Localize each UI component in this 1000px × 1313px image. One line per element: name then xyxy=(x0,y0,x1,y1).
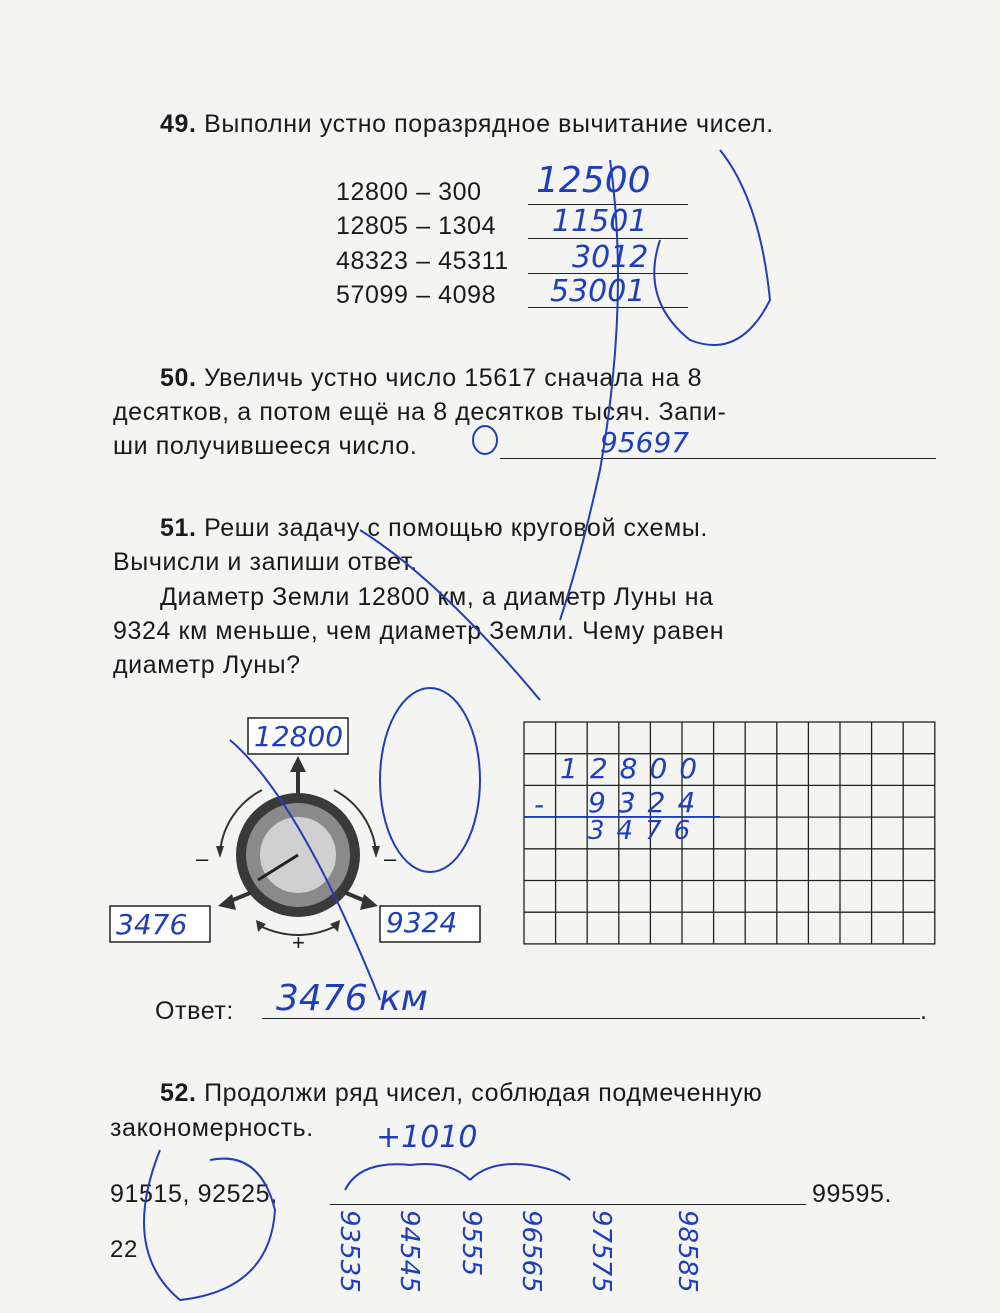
task-text: Реши задачу с помощью круговой схемы. xyxy=(204,514,708,542)
task-number: 50. xyxy=(160,364,197,392)
task-52-line2: закономерность. xyxy=(110,1114,314,1142)
task-52-line1 xyxy=(160,1079,762,1108)
task-number: 49. xyxy=(160,110,197,138)
step-note: +1010 xyxy=(376,1120,478,1155)
task-text: Выполни устно поразрядное вычитание чисел. xyxy=(204,110,774,138)
handwritten-answer: 95697 xyxy=(600,426,690,459)
answer-end: . xyxy=(920,997,928,1025)
task-51-line2: Вычисли и запиши ответ. xyxy=(113,548,418,576)
handwritten-series-number: 97575 xyxy=(586,1210,616,1293)
column-calc-row1: 12800 xyxy=(560,752,710,785)
scheme-left-value: 3476 xyxy=(116,908,188,941)
series-start: 91515, 92525, xyxy=(110,1180,278,1208)
handwritten-answer: 3476 км xyxy=(276,978,428,1019)
handwritten-series-number: 9555 xyxy=(456,1210,486,1277)
task-50-line2: десятков, а потом ещё на 8 десятков тысяч. Запи- xyxy=(113,398,727,426)
task-number: 52. xyxy=(160,1079,197,1107)
handwritten-series-number: 96565 xyxy=(516,1210,546,1293)
scheme-right-value: 9324 xyxy=(386,906,458,939)
handwritten-answer: 3012 xyxy=(572,240,649,275)
expression-4: 57099 – 4098 xyxy=(336,281,497,309)
expression-2: 12805 – 1304 xyxy=(336,212,497,240)
handwritten-answer: 12500 xyxy=(536,160,651,201)
task-51-line4: 9324 км меньше, чем диаметр Земли. Чему равен xyxy=(113,617,725,645)
series-answer-line xyxy=(330,1204,806,1205)
handwritten-series-number: 94545 xyxy=(394,1210,424,1293)
task-50-line3: ши получившееся число. xyxy=(113,432,418,460)
column-calc-underline xyxy=(524,816,720,817)
column-calc-row2: 9324 xyxy=(588,786,708,819)
page-number: 22 xyxy=(110,1236,138,1263)
task-51-line3: Диаметр Земли 12800 км, а диаметр Луны на xyxy=(160,583,714,611)
column-calc-minus: - xyxy=(534,788,545,821)
handwritten-answer: 53001 xyxy=(550,274,646,309)
handwritten-answer: 11501 xyxy=(552,204,648,239)
task-text: Увеличь устно число 15617 сначала на 8 xyxy=(204,364,703,392)
scheme-top-value: 12800 xyxy=(254,720,344,753)
scheme-plus: + xyxy=(292,930,306,955)
handwritten-series-number: 93535 xyxy=(334,1210,364,1293)
task-text: Продолжи ряд чисел, соблюдая подмеченную xyxy=(204,1079,763,1107)
scheme-minus-right: – xyxy=(384,846,397,871)
expression-1: 12800 – 300 xyxy=(336,178,482,206)
column-calc-result: 3476 xyxy=(588,816,703,846)
series-end: 99595. xyxy=(812,1180,893,1208)
scheme-minus-left: – xyxy=(196,846,209,871)
handwritten-series-number: 98585 xyxy=(672,1210,702,1293)
expression-3: 48323 – 45311 xyxy=(336,247,509,275)
task-number: 51. xyxy=(160,514,197,542)
answer-label: Ответ: xyxy=(155,997,234,1025)
task-51-line5: диаметр Луны? xyxy=(113,651,301,679)
